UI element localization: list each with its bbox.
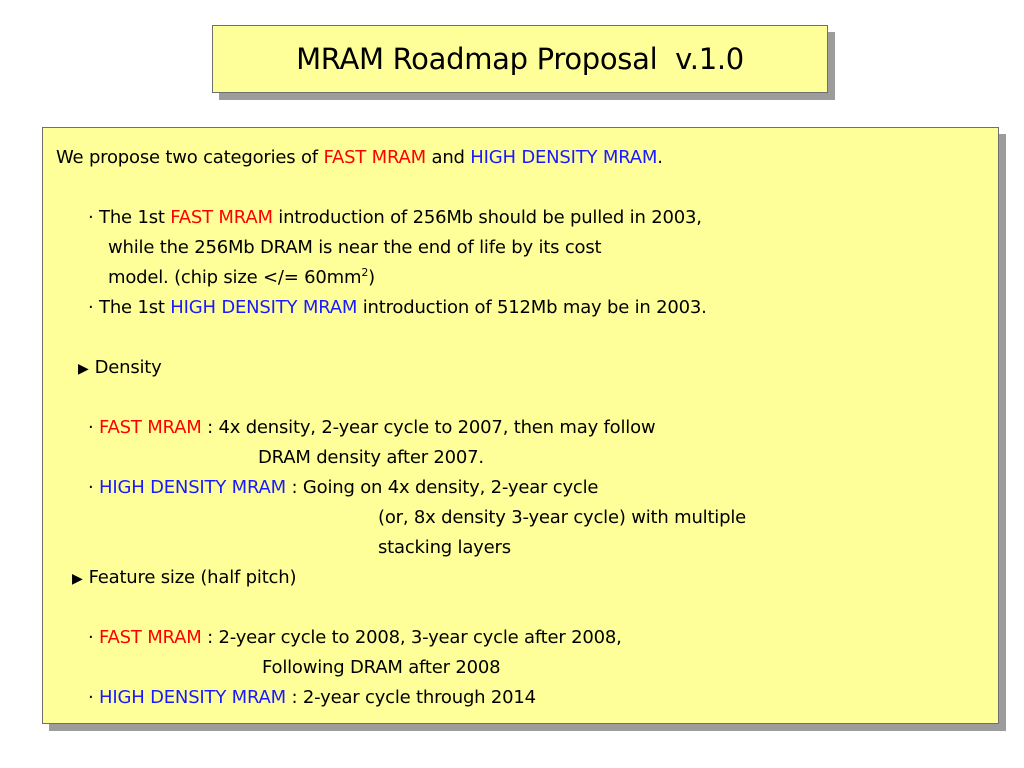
feature-hd-line	[88, 687, 536, 709]
bullet-prefix: ·	[88, 417, 100, 438]
proposal-bullet-fast-cont2	[108, 267, 375, 289]
term-high-density-mram: HIGH DENSITY MRAM	[99, 687, 286, 708]
bullet-prefix: ·	[88, 627, 100, 648]
density-fast-text: : 4x density, 2-year cycle to 2007, then may follow	[201, 417, 656, 438]
triangle-right-icon: ▶	[72, 571, 83, 587]
bullet-prefix: ·	[88, 477, 100, 498]
density-fast-line	[88, 417, 655, 439]
density-hd-cont2: stacking layers	[378, 537, 511, 558]
term-high-density-mram: HIGH DENSITY MRAM	[470, 147, 658, 168]
intro-mid: and	[425, 147, 471, 168]
triangle-right-icon: ▶	[78, 361, 89, 377]
term-fast-mram: FAST MRAM	[323, 147, 426, 168]
superscript-2: 2	[361, 266, 369, 279]
density-hd-text: : Going on 4x density, 2-year cycle	[286, 477, 599, 498]
term-fast-mram: FAST MRAM	[99, 417, 202, 438]
density-heading-text: Density	[94, 357, 162, 378]
density-heading	[78, 357, 162, 380]
term-high-density-mram: HIGH DENSITY MRAM	[170, 297, 358, 318]
feature-heading	[72, 567, 296, 590]
proposal-bullet-fast-cont1: while the 256Mb DRAM is near the end of life by its cost	[108, 237, 602, 258]
density-hd-cont1: (or, 8x density 3-year cycle) with multiple	[378, 507, 747, 528]
bullet-prefix: · The 1st	[88, 297, 171, 318]
term-fast-mram: FAST MRAM	[99, 627, 202, 648]
content-box	[42, 127, 999, 724]
feature-hd-text: : 2-year cycle through 2014	[286, 687, 536, 708]
bullet-text: introduction of 512Mb may be in 2003.	[357, 297, 707, 318]
title-box	[212, 25, 828, 93]
intro-prefix: We propose two categories of	[56, 147, 324, 168]
feature-heading-text: Feature size (half pitch)	[88, 567, 297, 588]
density-fast-cont: DRAM density after 2007.	[258, 447, 484, 468]
bullet-prefix: · The 1st	[88, 207, 171, 228]
density-hd-line	[88, 477, 598, 499]
chip-size-text: model. (chip size </= 60mm	[108, 267, 362, 288]
chip-size-end: )	[368, 267, 375, 288]
term-fast-mram: FAST MRAM	[170, 207, 273, 228]
proposal-bullet-hd	[88, 297, 707, 319]
term-high-density-mram: HIGH DENSITY MRAM	[99, 477, 286, 498]
intro-line	[56, 147, 663, 169]
bullet-text: introduction of 256Mb should be pulled in 2003,	[272, 207, 702, 228]
intro-suffix: .	[657, 147, 663, 168]
bullet-prefix: ·	[88, 687, 100, 708]
slide-title: MRAM Roadmap Proposal v.1.0	[296, 42, 744, 76]
feature-fast-cont: Following DRAM after 2008	[262, 657, 501, 678]
feature-fast-line	[88, 627, 622, 649]
proposal-bullet-fast	[88, 207, 702, 229]
feature-fast-text: : 2-year cycle to 2008, 3-year cycle after 2008,	[201, 627, 622, 648]
